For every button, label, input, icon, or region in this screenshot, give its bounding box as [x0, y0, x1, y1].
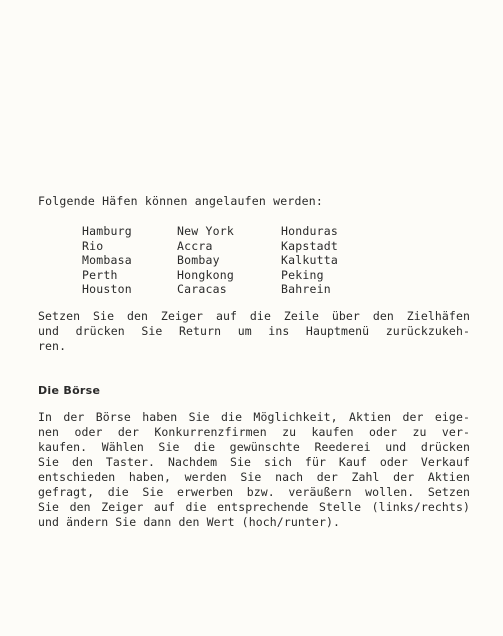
- port-name: Bahrein: [281, 282, 331, 296]
- section-heading: Die Börse: [38, 384, 101, 397]
- port-name: Hongkong: [177, 267, 234, 282]
- port-name: Accra: [177, 238, 213, 253]
- port-name: Rio: [82, 238, 104, 253]
- port-name: Kalkutta: [281, 253, 338, 267]
- paragraph-line: Sie den Taster. Nachdem Sie sich für Kauf oder Verkauf: [38, 455, 470, 469]
- paragraph-line: gefragt, die Sie erwerben bzw. veräußern wollen. Setzen: [38, 485, 470, 499]
- paragraph-line: entschieden haben, werden Sie nach der Zahl der Aktien: [38, 470, 470, 484]
- ports-table: [82, 224, 371, 297]
- paragraph-line: nen oder der Konkurrenzfirmen zu kaufen oder zu ver-: [38, 425, 470, 439]
- port-name: Hamburg: [82, 224, 132, 238]
- port-name: New York: [177, 224, 234, 238]
- paragraph-line: In der Börse haben Sie die Möglichkeit, Aktien der eige-: [38, 410, 470, 424]
- boerse-paragraph: [38, 410, 470, 530]
- port-name: Peking: [281, 267, 324, 282]
- port-name: Mombasa: [82, 253, 132, 267]
- port-name: Caracas: [177, 282, 227, 296]
- port-name: Kapstadt: [281, 238, 338, 253]
- instruction-paragraph: [38, 309, 470, 354]
- paragraph-line: und drücken Sie Return um ins Hauptmenü zurückzukeh-: [38, 324, 470, 338]
- port-name: Honduras: [281, 224, 338, 238]
- port-name: Bombay: [177, 253, 220, 267]
- paragraph-line: kaufen. Wählen Sie die gewünschte Reederei und drücken: [38, 440, 470, 454]
- paragraph-line: und ändern Sie dann den Wert (hoch/runter).: [38, 515, 341, 529]
- port-name: Houston: [82, 282, 132, 296]
- port-name: Perth: [82, 267, 118, 282]
- ports-intro: Folgende Häfen können angelaufen werden:: [38, 194, 323, 208]
- paragraph-line: Sie den Zeiger auf die entsprechende Stelle (links/rechts): [38, 500, 470, 514]
- paragraph-line: ren.: [38, 339, 67, 353]
- paragraph-line: Setzen Sie den Zeiger auf die Zeile über den Zielhäfen: [38, 309, 470, 323]
